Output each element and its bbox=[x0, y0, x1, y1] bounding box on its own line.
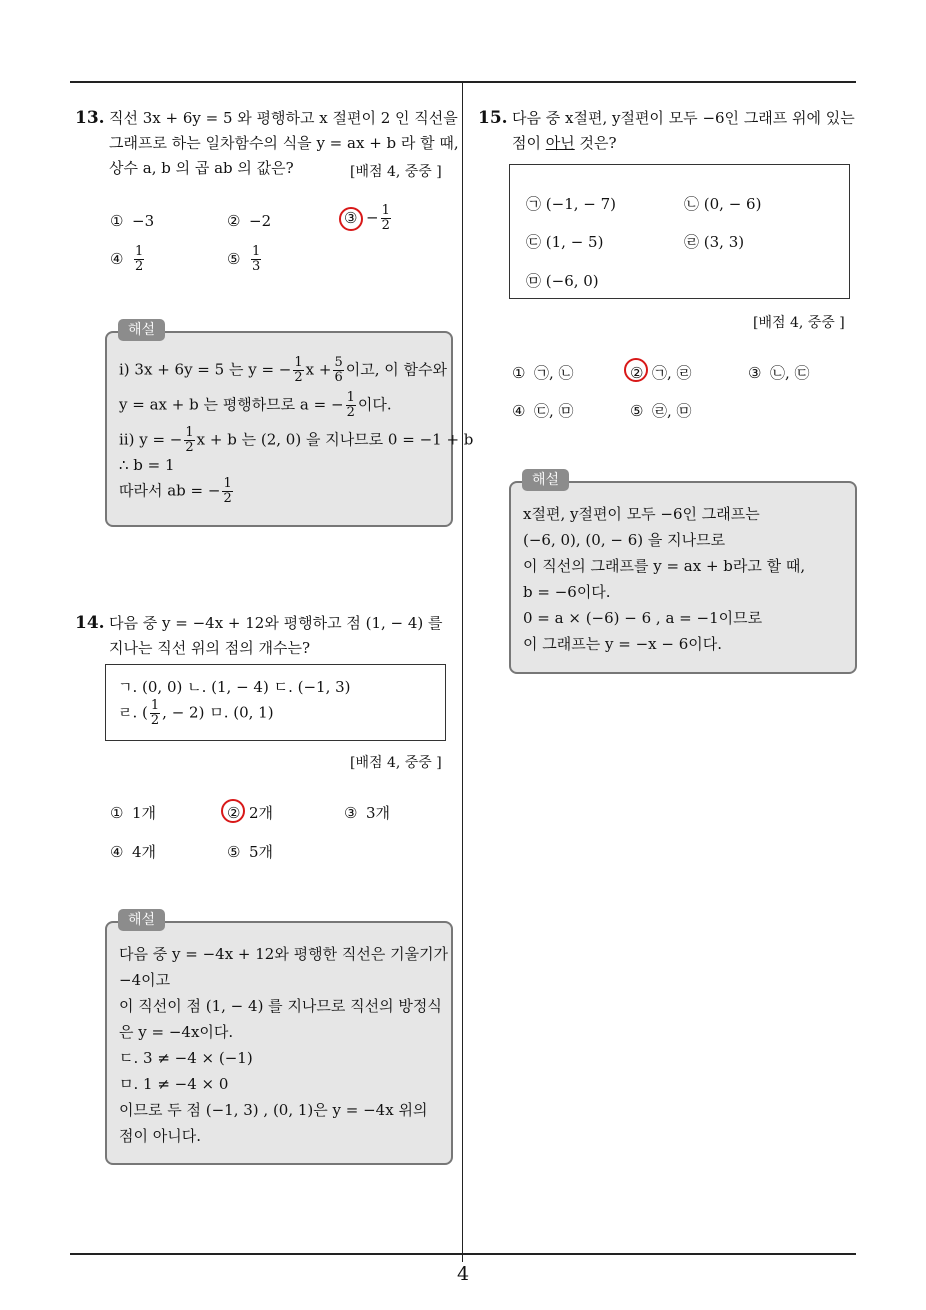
choice-item: ㉡ (0, − 6) bbox=[684, 195, 762, 213]
explanation-tab: 해설 bbox=[118, 909, 165, 931]
question-text-line: 직선 3x + 6y = 5 와 평행하고 x 절편이 2 인 직선을 bbox=[109, 109, 458, 127]
choice-item: ㉠ (−1, − 7) bbox=[526, 195, 617, 213]
explanation-line: 따라서 ab = − $\frac{1}{2}$ bbox=[119, 476, 232, 506]
explanation-line: 이므로 두 점 (−1, 3) , (0, 1)은 y = −4x 위의 bbox=[119, 1101, 428, 1119]
option-1[interactable]: ① ㉠, ㉡ bbox=[512, 364, 574, 382]
explanation-line: ㄷ. 3 ≠ −4 × (−1) bbox=[119, 1049, 253, 1067]
choices-box bbox=[509, 164, 850, 299]
choices-line: ㄹ. ( $\frac{1}{2}$ , − 2) ㅁ. (0, 1) bbox=[118, 698, 274, 728]
choices-box bbox=[105, 664, 446, 741]
option-1[interactable]: ① 1개 bbox=[110, 804, 157, 822]
explanation-line: 이 그래프는 y = −x − 6이다. bbox=[523, 635, 722, 653]
question-text-line: 상수 a, b 의 곱 ab 의 값은? bbox=[109, 159, 294, 177]
choice-item: ㉤ (−6, 0) bbox=[526, 272, 599, 290]
question-15 bbox=[478, 106, 863, 156]
option-5[interactable]: ⑤ ㉣, ㉤ bbox=[630, 402, 692, 420]
option-2[interactable]: ② 2개 bbox=[227, 804, 274, 822]
explanation-line: 이 직선의 그래프를 y = ax + b라고 할 때, bbox=[523, 557, 806, 575]
emphasis-underline: 아닌 bbox=[545, 134, 575, 152]
explanation-line: 다음 중 y = −4x + 12와 평행한 직선은 기울기가 bbox=[119, 945, 449, 963]
question-text-line: 그래프로 하는 일차함수의 식을 y = ax + b 라 할 때, bbox=[109, 134, 459, 152]
question-number: 15. bbox=[478, 108, 508, 128]
score-label: [배점 4, 중중 ] bbox=[350, 164, 442, 180]
question-text-line: 다음 중 y = −4x + 12와 평행하고 점 (1, − 4) 를 bbox=[109, 614, 443, 632]
option-3[interactable]: ③ 3개 bbox=[344, 804, 391, 822]
option-1[interactable]: ① −3 bbox=[110, 212, 155, 230]
choice-item: ㉣ (3, 3) bbox=[684, 233, 745, 251]
explanation-line: 0 = a × (−6) − 6 , a = −1이므로 bbox=[523, 609, 763, 627]
score-label: [배점 4, 중중 ] bbox=[350, 755, 442, 771]
top-rule bbox=[70, 81, 856, 83]
option-3[interactable]: ③ − $\frac{1}{2}$ bbox=[344, 203, 390, 233]
option-2[interactable]: ② ㉠, ㉣ bbox=[630, 364, 692, 382]
explanation-line: ∴ b = 1 bbox=[119, 456, 175, 474]
question-14 bbox=[75, 611, 460, 661]
option-3[interactable]: ③ ㉡, ㉢ bbox=[748, 364, 810, 382]
answer-circle-mark bbox=[339, 207, 363, 231]
explanation-line: b = −6이다. bbox=[523, 583, 611, 601]
explanation-line: ⅰ) 3x + 6y = 5 는 y = − $\frac{1}{2}$ x + $\frac{5}{6}$ 이고, 이 함수와 bbox=[119, 355, 447, 385]
explanation-box bbox=[509, 481, 857, 674]
explanation-line: 은 y = −4x이다. bbox=[119, 1023, 234, 1041]
explanation-line: y = ax + b 는 평행하므로 a = − $\frac{1}{2}$ 이다. bbox=[119, 390, 392, 420]
option-4[interactable]: ④ 4개 bbox=[110, 843, 157, 861]
score-label: [배점 4, 중중 ] bbox=[753, 315, 845, 331]
option-4[interactable]: ④ $\frac{1}{2}$ bbox=[110, 244, 144, 274]
explanation-line: x절편, y절편이 모두 −6인 그래프는 bbox=[523, 505, 760, 523]
question-text-line: 지나는 직선 위의 점의 개수는? bbox=[109, 639, 310, 657]
option-5[interactable]: ⑤ $\frac{1}{3}$ bbox=[227, 244, 261, 274]
option-4[interactable]: ④ ㉢, ㉤ bbox=[512, 402, 574, 420]
question-number: 13. bbox=[75, 108, 105, 128]
question-number: 14. bbox=[75, 613, 105, 633]
explanation-tab: 해설 bbox=[522, 469, 569, 491]
column-divider bbox=[462, 82, 463, 1262]
question-text-line: 다음 중 x절편, y절편이 모두 −6인 그래프 위에 있는 bbox=[512, 109, 855, 127]
page-number: 4 bbox=[456, 1263, 470, 1285]
question-text-line: 점이 아닌 것은? bbox=[512, 134, 617, 152]
explanation-line: 점이 아니다. bbox=[119, 1127, 201, 1145]
explanation-box bbox=[105, 921, 453, 1165]
choices-line: ㄱ. (0, 0) ㄴ. (1, − 4) ㄷ. (−1, 3) bbox=[118, 678, 351, 696]
explanation-line: −4이고 bbox=[119, 971, 171, 989]
fraction: $\frac{1}{3}$ bbox=[252, 244, 261, 274]
fraction: $\frac{1}{2}$ bbox=[381, 203, 390, 233]
option-2[interactable]: ② −2 bbox=[227, 212, 272, 230]
fraction: $\frac{1}{2}$ bbox=[135, 244, 144, 274]
explanation-line: (−6, 0), (0, − 6) 을 지나므로 bbox=[523, 531, 726, 549]
answer-circle-mark bbox=[221, 799, 245, 823]
bottom-rule bbox=[70, 1253, 856, 1255]
explanation-tab: 해설 bbox=[118, 319, 165, 341]
explanation-line: ⅱ) y = − $\frac{1}{2}$ x + b 는 (2, 0) 을 지나므로 0 = −1 + b bbox=[119, 425, 474, 455]
option-5[interactable]: ⑤ 5개 bbox=[227, 843, 274, 861]
explanation-box bbox=[105, 331, 474, 527]
explanation-line: 이 직선이 점 (1, − 4) 를 지나므로 직선의 방정식 bbox=[119, 997, 442, 1015]
answer-circle-mark bbox=[624, 358, 648, 382]
explanation-line: ㅁ. 1 ≠ −4 × 0 bbox=[119, 1075, 229, 1093]
choice-item: ㉢ (1, − 5) bbox=[526, 233, 604, 251]
